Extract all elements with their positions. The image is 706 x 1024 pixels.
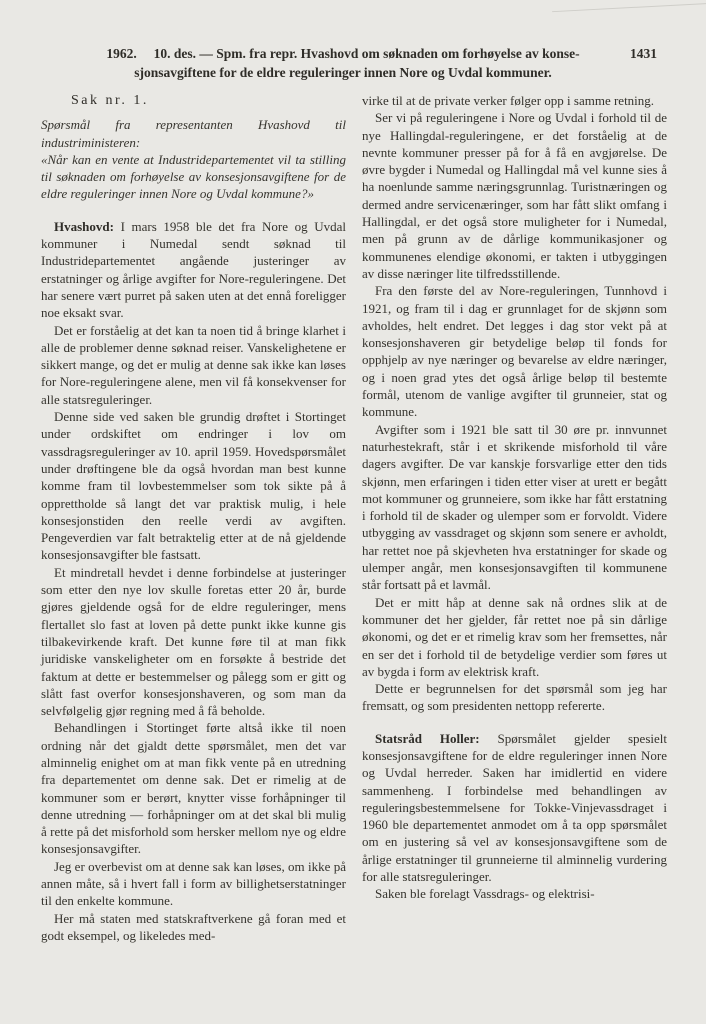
paragraph: Det er forståelig at det kan ta noen tid å bringe klarhet i alle de problemer denne søknad reiser. Vanskelighetene er sikkert mange, og det er mulig at denne sak ikke kan løses for Nore-reguleringene alene, men vil få konsekvenser for alle statsreguleringer.: [41, 322, 346, 407]
paragraph: Ser vi på reguleringene i Nore og Uvdal i forhold til de nye Hallingdal-reguleringene, er det forståelig at de nevnte kommuner presser på for å få en avgjørelse. De øvre bygder i Numedal og Hallingdal må vel kunne sies å ha noenlunde samme næringsgrunnlag. Turistnæringen og dermed andre servicenæringer, som har fått slikt omfang i Hallingdal, er det også store muligheter for i Numedal, men på grunn av de dårlige kommunikasjoner og kommunenes elendige økonomi, er takten i utbyggingen av disse næringer lite tilfredsstillende.: [362, 110, 667, 281]
paragraph: Avgifter som i 1921 ble satt til 30 øre pr. innvunnet naturhestekraft, står i et skrikende misforhold til våre dagers avgifter. De var kanskje forsvarlige etter den tids skjønn, men erfaringen i tiden etter viser at urett er begått mot kommuner og grunneiere, som ikke har fått erstatning i forhold til de skader og ulemper som er forvoldt. Videre utbygging av vassdraget og skjønn som senere er avholdt, har rettet noe på skjevheten hva erstatninger for skade og ulemper angår, men konsesjonsavgiften til kommunene står fortsatt på et lavmål.: [362, 421, 667, 593]
text-columns: [41, 92, 667, 944]
question-intro: Spørsmål fra representanten Hvashovd til industriministeren:: [41, 117, 346, 150]
speech-paragraph: Hvashovd: I mars 1958 ble det fra Nore og Uvdal kommuner i Numedal sendt søknad til Industridepartementet angående justeringer av erstatninger og årlige avgifter for Nore-reguleringene. Det har senere vært purret på saken uten at det ennå foreligger noe eksakt svar.: [41, 218, 346, 321]
speaker-name: Hvashovd:: [54, 218, 114, 234]
paragraph: Det er mitt håp at denne sak nå ordnes slik at de kommuner det her gjelder, får rettet noe på sin dårlige økonomi, og det er et rimelig krav som her fremsettes, når en ser det i forhold til de betydelige verdier som føres ut av bygda i form av elektrisk kraft.: [362, 594, 667, 679]
paragraph: Jeg er overbevist om at denne sak kan løses, om ikke på annen måte, så i hvert fall i form av billighetserstatninger til den enkelte kommune.: [41, 858, 346, 909]
paragraph: Behandlingen i Stortinget førte altså ikke til noen ordning når det gjaldt dette spørsmålet, men det var alminnelig enighet om at man fikk vente på en utredning fra departementet om denne sak. Det er rimelig at de kommuner som er berørt, knytter visse forhåpninger til denne utredning — forhåpninger om at det skal bli mulig å rette på det misforhold som hersker mellom nye og eldre konsesjonsavgifter.: [41, 720, 346, 857]
paragraph: Dette er begrunnelsen for det spørsmål som jeg har fremsatt, og som presidenten nettopp refererte.: [362, 681, 667, 714]
scan-artifact-line: [552, 3, 706, 12]
page-header: [41, 44, 667, 82]
header-line2: sjonsavgiftene for de eldre reguleringer innen Nore og Uvdal kommuner.: [134, 65, 552, 80]
paragraph: Her må staten med statskraftverkene gå foran med et godt eksempel, og likeledes med-: [41, 910, 346, 943]
header-line1: [71, 44, 657, 63]
paragraph: Denne side ved saken ble grundig drøftet i Stortinget under ordskiftet om endringer i lov om vassdragsreguleringer av 10. april 1959. Hovedspørsmålet under drøftingene ble da også hvordan man best kunne komme fram til lovbestemmelser som tok sikte på å opprettholde så langt det var praktisk mulig, i hele konsesjonstiden den reelle verdi av avgiften. Pengeverdien var falt betraktelig etter at de nå gjeldende konsesjonsavgifter ble fastsatt.: [41, 409, 346, 563]
paragraph: Fra den første del av Nore-reguleringen, Tunnhovd i 1921, og fram til i dag er grunnlaget for de skjønn som avholdes, helt endret. Det legges i dag stor vekt på at konsesjonshaveren gir betydelige beløp til fonds for opphjelp av nye næringer og bevarelse av eldre næringer, og i noen grad ytes det også årlige beløp til bestemte formål, utenom de vanlige avgifter til grunneier, stat og kommune.: [362, 283, 667, 420]
speaker-name: Statsråd Holler:: [375, 730, 480, 746]
paragraph: virke til at de private verker følger opp i samme retning.: [362, 93, 655, 108]
section-heading: Sak nr. 1.: [71, 93, 149, 108]
left-column: [41, 92, 346, 944]
paragraph: Et mindretall hevdet i denne forbindelse at justeringer som etter den nye lov skulle foretas etter 20 år, burde gjøres gjeldende også for de eldre reguleringer, mens flertallet slo fast at loven på dette punkt ikke kunne gis tilbakevirkende kraft. Det kunne føre til at man fikk juridiske vanskeligheter om en forsøkte å bestride det faktum at dette er bestemmelser og pålegg som er gitt og slått fast overfor konsesjonshaveren, og som man da selvfølgelig gjør regning med å få beholde.: [41, 564, 346, 719]
paragraph: Saken ble forelagt Vassdrags- og elektrisi-: [375, 886, 595, 902]
question-quote: «Når kan en vente at Industridepartementet vil ta stilling til søknaden om forhøyelse av konsesjonsavgiftene for de eldre reguleringer innen Nore og Uvdal kommune?»: [41, 151, 346, 202]
speech-paragraph: Statsråd Holler: Spørsmålet gjelder spesielt konsesjonsavgiftene for de eldre reguleringer innen Nore og Uvdal herreder. Saken har imidlertid en videre sammenheng. I forbindelse med behandlingen av reguleringsbestemmelsene for Tokke-Vinjevassdraget i 1960 ble departementet anmodet om å ta opp spørsmålet om en justering så vel av konsesjonsavgiftene som de årlige erstatninger til grunneierne til alminnelig vurdering for alle statsreguleringer.: [362, 730, 667, 885]
right-column: [362, 92, 667, 944]
page-number: 1431: [630, 46, 657, 61]
header-line1-text: 1962. 10. des. — Spm. fra repr. Hvashovd om søknaden om forhøyelse av konse-: [106, 46, 580, 61]
